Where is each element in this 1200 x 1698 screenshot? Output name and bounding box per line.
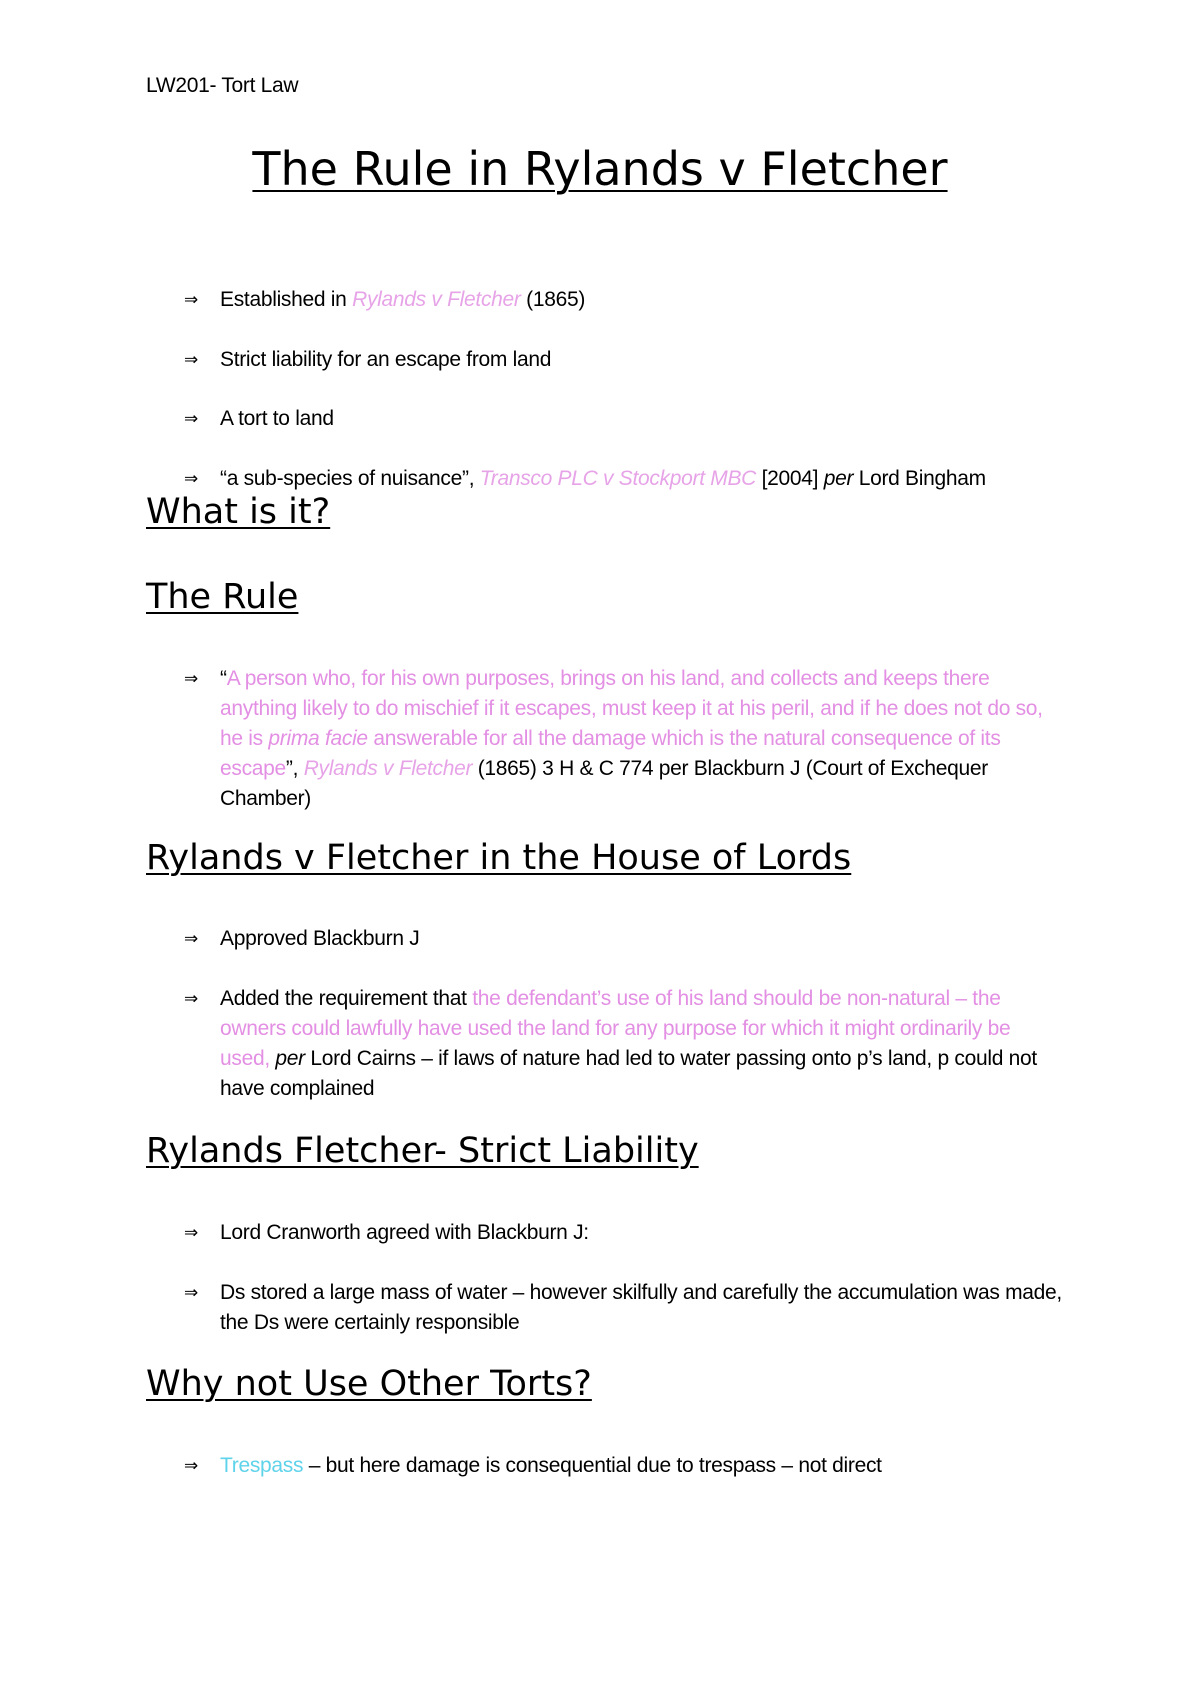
bullet-approved <box>184 924 1064 954</box>
quoted-rule: A person who, for his own purposes, brings on his land, and collects and keeps there anything likely to do mischief if it escapes, must keep it at his peril, and if he does not do so, he is prima facie answerable for all the damage which is the natural consequence of its escape <box>220 667 1043 780</box>
heading-the-rule: The Rule <box>146 577 299 617</box>
highlighted-requirement: the defendant’s use of his land should be non-natural – the owners could lawfully have used the land for any purpose for which it might ordinarily be used, <box>220 987 1011 1070</box>
bullet-mass-of-water <box>184 1278 1064 1338</box>
arrow-icon: ⇒ <box>184 290 198 310</box>
heading-what-is-it: What is it? <box>146 492 331 532</box>
heading-strict-liability: Rylands Fletcher- Strict Liability <box>146 1131 699 1171</box>
bullet-trespass <box>184 1451 1064 1481</box>
arrow-icon: ⇒ <box>184 989 198 1009</box>
case-name: Rylands v Fletcher <box>352 288 521 311</box>
bullet-text: “A person who, for his own purposes, brings on his land, and collects and keeps there anything likely to do mischief if it escapes, must keep it at his peril, and if he does not do so, he is prima facie answerable for all the damage which is the natural consequence of its escape”, Rylands v Fletcher (1865) 3 H & C 774 per Blackburn J (Court of Exchequer Chamber) <box>220 667 1043 810</box>
bullet-text: “a sub-species of nuisance”, Transco PLC v Stockport MBC [2004] per Lord Bingham <box>220 467 986 490</box>
heading-other-torts: Why not Use Other Torts? <box>146 1364 592 1404</box>
bullet-text: Approved Blackburn J <box>220 927 420 950</box>
page-header: LW201- Tort Law <box>146 74 299 97</box>
case-name: Transco PLC v Stockport MBC <box>479 467 757 490</box>
bullet-text: Lord Cranworth agreed with Blackburn J: <box>220 1221 589 1244</box>
arrow-icon: ⇒ <box>184 409 198 429</box>
bullet-non-natural <box>184 984 1064 1104</box>
arrow-icon: ⇒ <box>184 1283 198 1303</box>
arrow-icon: ⇒ <box>184 1223 198 1243</box>
arrow-icon: ⇒ <box>184 929 198 949</box>
bullet-sub-species <box>184 464 1064 494</box>
arrow-icon: ⇒ <box>184 1456 198 1476</box>
arrow-icon: ⇒ <box>184 469 198 489</box>
bullet-strict-liability <box>184 345 1064 375</box>
bullet-text: Strict liability for an escape from land <box>220 348 552 371</box>
bullet-cranworth <box>184 1218 1064 1248</box>
bullet-text: Ds stored a large mass of water – however skilfully and carefully the accumulation was made, the Ds were certainly responsible <box>220 1281 1062 1334</box>
heading-house-of-lords: Rylands v Fletcher in the House of Lords <box>146 838 852 878</box>
bullet-established <box>184 285 1064 315</box>
arrow-icon: ⇒ <box>184 669 198 689</box>
arrow-icon: ⇒ <box>184 350 198 370</box>
bullet-text: Trespass – but here damage is consequential due to trespass – not direct <box>220 1454 882 1477</box>
bullet-text: Established in Rylands v Fletcher (1865) <box>220 288 586 311</box>
page-title: The Rule in Rylands v Fletcher <box>252 142 948 196</box>
bullet-text: A tort to land <box>220 407 334 430</box>
bullet-text: Added the requirement that the defendant’s use of his land should be non-natural – the owners could lawfully have used the land for any purpose for which it might ordinarily be used, per Lord Cairns – if laws of nature had led to water passing onto p’s land, p could not have complained <box>220 987 1037 1100</box>
bullet-tort-to-land <box>184 404 1064 434</box>
bullet-rule-quote <box>184 664 1064 814</box>
tort-name: Trespass <box>220 1454 304 1477</box>
case-name: Rylands v Fletcher <box>303 757 473 780</box>
